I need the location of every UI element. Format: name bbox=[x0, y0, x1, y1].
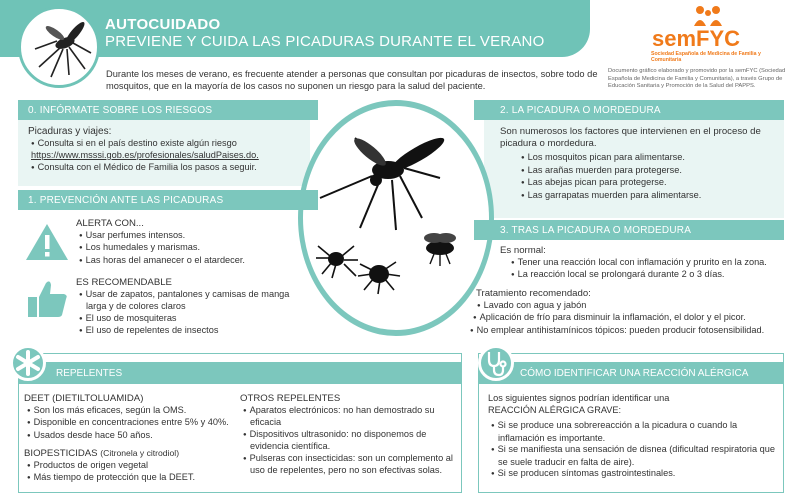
list-item: ● Las garrapatas muerden para alimentarse. bbox=[518, 190, 778, 203]
allergy-body bbox=[488, 393, 778, 481]
risks-lead: Picaduras y viajes: bbox=[28, 126, 112, 137]
deet-title: DEET (DIETILTOLUAMIDA) bbox=[24, 393, 144, 404]
alert-title: ALERTA CON... bbox=[76, 218, 144, 229]
spider-icon bbox=[316, 246, 358, 278]
normal-title: Es normal: bbox=[500, 245, 546, 256]
treatment-block bbox=[470, 288, 790, 337]
page-title: AUTOCUIDADO bbox=[105, 16, 221, 33]
brand-subtitle: Sociedad Española de Medicina de Familia y Comunitaria bbox=[651, 51, 761, 64]
list-item: ● Consulta si en el país destino existe algún riesgo bbox=[28, 138, 308, 151]
bite-lead: Son numerosos los factores que intervienen en el proceso de picadura o mordedura. bbox=[500, 126, 761, 149]
list-item: ● La reacción local se prolongará durante 2 o 3 días. bbox=[508, 269, 784, 282]
list-item: ● Si se manifiesta una sensación de disnea (dificultad respiratoria que se suele traducir en falta de aire). bbox=[488, 444, 778, 468]
warning-icon bbox=[24, 222, 70, 262]
health-travel-link[interactable]: https://www.msssi.gob.es/profesionales/saludPaises.do. bbox=[31, 150, 259, 160]
list-item: ● Usar de zapatos, pantalones y camisas de manga larga y de colores claros bbox=[76, 289, 308, 313]
page-subtitle: PREVIENE Y CUIDA LAS PICADURAS DURANTE EL VERANO bbox=[105, 33, 545, 50]
section-after-bite-header: 3. TRAS LA PICADURA O MORDEDURA bbox=[474, 220, 784, 240]
thumbs-up-icon bbox=[26, 277, 70, 321]
list-item: ● Los humedales y marismas. bbox=[76, 242, 306, 255]
credit-text: Documento gráfico elaborado y promovido por la semFYC (Sociedad Española de Medicina de Familia y Comunitaria), a través Grupo de Educación Sanitaria y Promoción de la Salud del PAPPS. bbox=[608, 68, 786, 89]
bio-title-row bbox=[24, 448, 234, 460]
list-item: ● Consulta con el Médico de Familia los pasos a seguir. bbox=[28, 162, 308, 175]
brand-name: semFYC bbox=[652, 26, 741, 51]
deet-block bbox=[24, 393, 234, 485]
bio-title: BIOPESTICIDAS bbox=[24, 448, 98, 459]
bee-icon bbox=[424, 233, 456, 266]
list-item: ● Si se produce una sobrereacción a la picadura o cuando la inflamación es importante. bbox=[488, 420, 778, 444]
list-item: ● Las abejas pican para protegerse. bbox=[518, 177, 778, 190]
list-item: ● Tener una reacción local con inflamación y prurito en la zona. bbox=[508, 257, 784, 270]
alert-block bbox=[76, 218, 306, 267]
normal-block bbox=[500, 245, 784, 282]
list-item: ● Las horas del amanecer o el atardecer. bbox=[76, 255, 306, 268]
other-title: OTROS REPELENTES bbox=[240, 393, 341, 404]
list-item: ● Disponible en concentraciones entre 5% y 40%. bbox=[24, 417, 234, 430]
list-item: ● El uso de repelentes de insectos bbox=[76, 325, 308, 338]
mosquito-logo bbox=[18, 6, 100, 88]
list-item: ● Aplicación de frío para disminuir la inflamación, el dolor y el picor. bbox=[470, 312, 790, 325]
allergy-title: CÓMO IDENTIFICAR UNA REACCIÓN ALÉRGICA bbox=[520, 368, 749, 379]
section-prevention-header: 1. PREVENCIÓN ANTE LAS PICADURAS bbox=[18, 190, 318, 210]
section-risks-header: 0. INFÓRMATE SOBRE LOS RIESGOS bbox=[18, 100, 318, 120]
list-item: ● Productos de origen vegetal bbox=[24, 460, 234, 473]
list-item: ● Aparatos electrónicos: no han demostrado su eficacia bbox=[240, 405, 454, 429]
allergy-lead: Los siguientes signos podrían identificar una bbox=[488, 393, 670, 403]
list-item: ● Las arañas muerden para protegerse. bbox=[518, 165, 778, 178]
list-item: ● Los mosquitos pican para alimentarse. bbox=[518, 152, 778, 165]
mosquito-icon bbox=[320, 133, 447, 230]
repellents-title: REPELENTES bbox=[56, 368, 123, 379]
list-item: ● Lavado con agua y jabón bbox=[470, 300, 790, 313]
family-icon bbox=[688, 4, 728, 28]
list-item: ● Son los más eficaces, según la OMS. bbox=[24, 405, 234, 418]
list-item: ● Pulseras con insecticidas: son un complemento al uso de repelentes, pero no son efectivas solas. bbox=[240, 453, 454, 477]
tick-icon bbox=[358, 262, 400, 294]
section-bite-body bbox=[500, 126, 778, 202]
allergy-lead-bold: REACCIÓN ALÉRGICA GRAVE: bbox=[488, 404, 622, 415]
list-item: ● No emplear antihistamínicos tópicos: pueden producir fotosensibilidad. bbox=[470, 325, 790, 338]
section-risks-body bbox=[28, 126, 308, 174]
list-item: ● El uso de mosquiteras bbox=[76, 313, 308, 326]
bio-subtitle: (Citronela y citrodiol) bbox=[100, 448, 180, 458]
list-item: ● Más tiempo de protección que la DEET. bbox=[24, 472, 234, 485]
list-item: ● Si se producen síntomas gastrointestinales. bbox=[488, 468, 778, 481]
list-item: ● Dispositivos ultrasonido: no disponemos de evidencia científica. bbox=[240, 429, 454, 453]
treatment-title: Tratamiento recomendado: bbox=[476, 288, 591, 299]
asterisk-icon bbox=[10, 345, 46, 381]
mosquito-icon bbox=[21, 9, 103, 91]
intro-text: Durante los meses de verano, es frecuente atender a personas que consultan por picaduras de insectos, sobre todo de mosquitos, que en la mayoría de los casos no suponen un riesgo para la salud del paciente. bbox=[106, 69, 598, 91]
list-item: ● Usar perfumes intensos. bbox=[76, 230, 306, 243]
recommend-title: ES RECOMENDABLE bbox=[76, 277, 172, 288]
other-repellents-block bbox=[240, 393, 454, 477]
list-item: ● Usados desde hace 50 años. bbox=[24, 430, 234, 443]
stethoscope-icon bbox=[478, 345, 514, 381]
section-bite-header: 2. LA PICADURA O MORDEDURA bbox=[474, 100, 784, 120]
recommend-block bbox=[76, 277, 308, 338]
